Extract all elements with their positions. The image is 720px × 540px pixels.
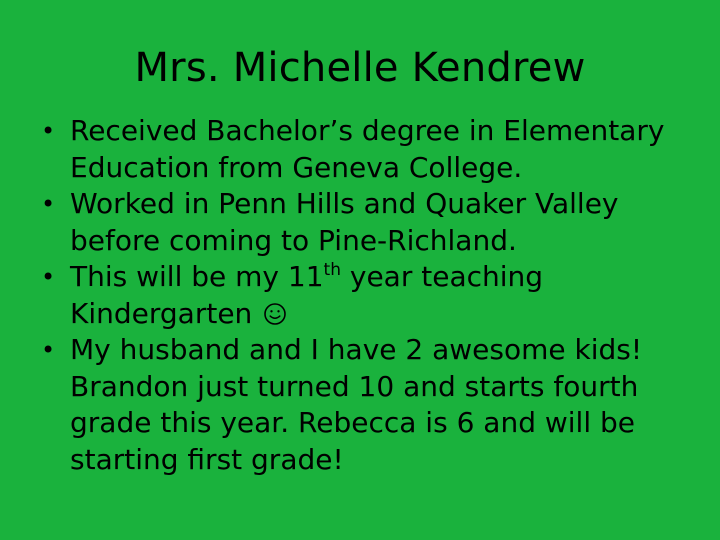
list-item-teaching-year [36, 259, 686, 332]
bullet-list [36, 113, 686, 478]
bullet-dot-icon: • [41, 263, 56, 291]
slide-title: Mrs. Michelle Kendrew [134, 45, 586, 91]
ordinal-superscript: th [323, 260, 341, 280]
list-item-work-history [36, 186, 686, 259]
list-item-family [36, 332, 686, 478]
bullet-dot-icon: • [41, 336, 56, 364]
bullet-text-after: year teaching Kindergarten [70, 260, 544, 330]
bullet-text-before: This will be my 11 [70, 260, 324, 293]
list-item-degree [36, 113, 686, 186]
bullet-text [70, 259, 686, 332]
smiley-face-icon [263, 302, 287, 326]
bullet-text: Worked in Penn Hills and Quaker Valley before coming to Pine-Richland. [70, 187, 619, 257]
bullet-dot-icon: • [41, 117, 56, 145]
bullet-text: My husband and I have 2 awesome kids! Brandon just turned 10 and starts fourth grade this year. Rebecca is 6 and will be starting first grade! [70, 333, 643, 476]
bullet-text: Received Bachelor’s degree in Elementary Education from Geneva College. [70, 114, 665, 184]
bullet-dot-icon: • [41, 190, 56, 218]
